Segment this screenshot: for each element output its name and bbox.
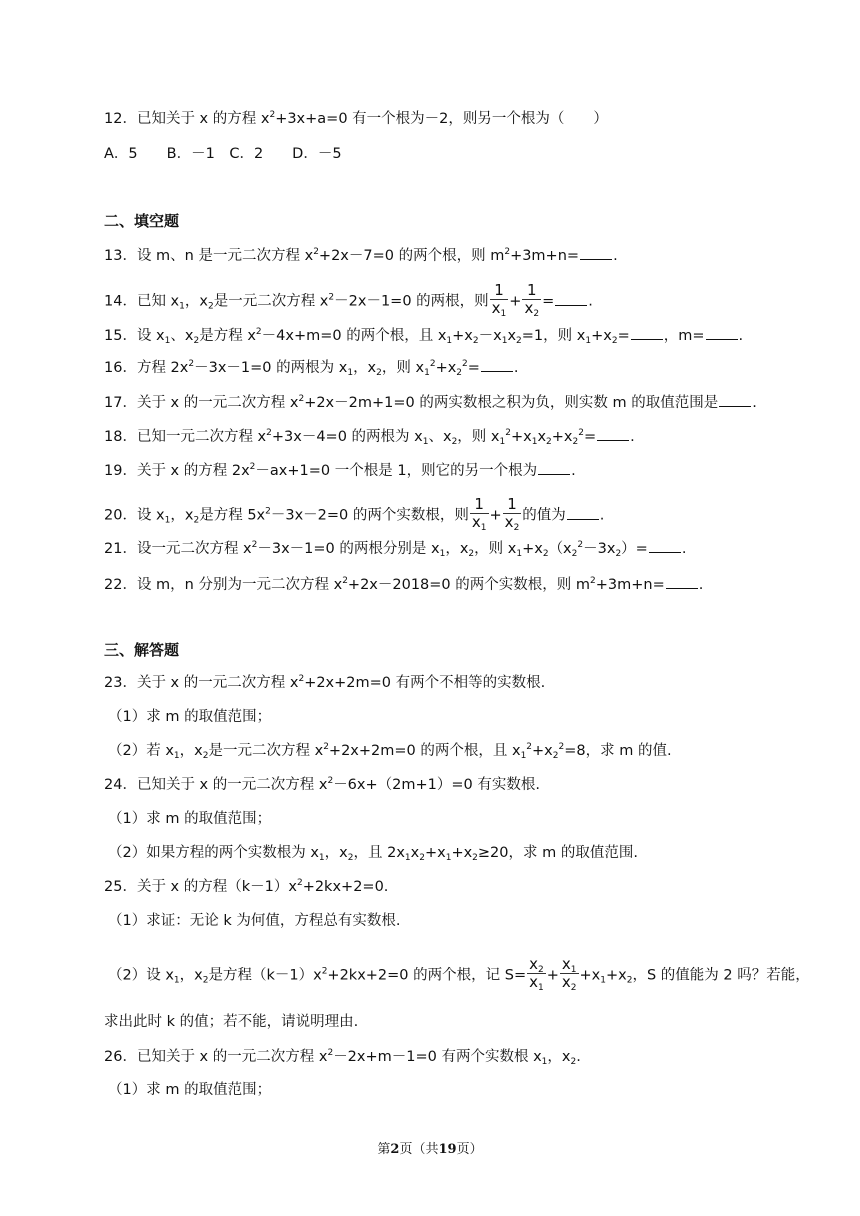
- fraction-1-over-x1: $\frac{1}{x_1}$: [491, 281, 507, 319]
- question-24-part-1: （1）求 m 的取值范围；: [108, 811, 272, 827]
- answer-blank: [631, 325, 663, 340]
- question-23-part-2: （2）若 $x_1$，$x_2$是一元二次方程 $x^2+2x+2m=0$ 的两个根，且 $x_1^2+x_2^2=8$，求 m 的值.: [108, 742, 672, 761]
- question-15: 15．设 $x_1$、$x_2$是方程 $x^2-4x+m=0$ 的两个根，且 $x_1+x_2-x_1x_2=1$，则 $x_1+x_2=$ ，m= .: [104, 327, 744, 346]
- fraction-x1-over-x2: $\frac{x_1}{x_2}$: [561, 955, 577, 993]
- question-26-part-1: （1）求 m 的取值范围；: [108, 1082, 272, 1098]
- question-14: 14．已知 $x_1$，$x_2$是一元二次方程 $x^2-2x-1=0$ 的两根，则 $\frac{1}{x_1}$ + $\frac{1}{x_2}$ = .: [104, 281, 593, 319]
- answer-blank: [719, 392, 751, 407]
- answer-blank: [538, 460, 570, 475]
- page-footer: 第2页（共19页）: [377, 1142, 483, 1157]
- section-fill-in-title: 二、填空题: [104, 212, 180, 230]
- question-20: 20．设 $x_1$，$x_2$是方程 $5x^2-3x-2=0$ 的两个实数根，则 $\frac{1}{x_1}$ + $\frac{1}{x_2}$ 的值为 .: [104, 495, 605, 533]
- section-solutions-title: 三、解答题: [104, 641, 180, 659]
- answer-blank: [666, 574, 698, 589]
- question-24-stem: 24．已知关于 x 的一元二次方程 $x^2-6x+(2m+1)=0$ 有实数根.: [104, 776, 540, 793]
- question-25-stem: 25．关于 x 的方程$(k-1)x^2+2kx+2=0$.: [104, 878, 389, 895]
- question-16: 16．方程 $2x^2-3x-1=0$ 的两根为 $x_1$，$x_2$，则 $x_1^2+x_2^2=$ .: [104, 359, 519, 378]
- question-24-part-2: （2）如果方程的两个实数根为 $x_1$，$x_2$，且 $2x_1x_2+x_1+x_2\ge 20$，求 m 的取值范围.: [108, 845, 638, 863]
- question-17: 17．关于 x 的一元二次方程 $x^2+2x-2m+1=0$ 的两实数根之积为负，则实数 m 的取值范围是 .: [104, 394, 757, 411]
- question-25-part-1: （1）求证：无论 k 为何值，方程总有实数根.: [108, 913, 401, 929]
- question-25-part-2-continued: 求出此时 k 的值；若不能，请说明理由.: [104, 1014, 359, 1030]
- question-12-stem: 12．已知关于 x 的方程 $x^2+3x+a=0$ 有一个根为－2，则另一个根为（ ）: [104, 110, 608, 127]
- question-25-part-2: （2）设 $x_1$，$x_2$是方程$(k-1)x^2+2kx+2=0$ 的两个根，记 S= $\frac{x_2}{x_1}$ + $\frac{x_1}{x_2}$ $+x_1+x_2$，S 的值能为 2 吗？若能，: [108, 955, 810, 993]
- answer-blank: [706, 325, 738, 340]
- fraction-x2-over-x1: $\frac{x_2}{x_1}$: [529, 955, 544, 993]
- answer-blank: [649, 538, 681, 553]
- answer-blank: [580, 245, 612, 260]
- fraction-1-over-x2: $\frac{1}{x_2}$: [524, 281, 540, 319]
- question-12-options: A．5 B．－1 C．2 D．－5: [104, 146, 342, 162]
- question-21: 21．设一元二次方程 $x^2-3x-1=0$ 的两根分别是 $x_1$，$x_2$，则 $x_1+x_2(x_2^2-3x_2)=$ .: [104, 540, 687, 559]
- question-23-stem: 23．关于 x 的一元二次方程 $x^2+2x+2m=0$ 有两个不相等的实数根.: [104, 674, 546, 691]
- fraction-1-over-x1: $\frac{1}{x_1}$: [471, 495, 487, 533]
- question-26-stem: 26．已知关于 x 的一元二次方程 $x^2-2x+m-1=0$ 有两个实数根 $x_1$，$x_2$.: [104, 1048, 581, 1067]
- question-23-part-1: （1）求 m 的取值范围；: [108, 709, 272, 725]
- question-19: 19．关于 x 的方程 $2x^2-ax+1=0$ 一个根是 1，则它的另一个根为 .: [104, 462, 576, 479]
- answer-blank: [481, 357, 513, 372]
- answer-blank: [597, 426, 629, 441]
- answer-blank: [555, 291, 587, 306]
- answer-blank: [567, 505, 599, 520]
- fraction-1-over-x2: $\frac{1}{x_2}$: [504, 495, 520, 533]
- question-18: 18．已知一元二次方程 $x^2+3x-4=0$ 的两根为 $x_1$、$x_2$，则 $x_1^2+x_1x_2+x_2^2=$ .: [104, 428, 635, 447]
- question-22: 22．设 m，n 分别为一元二次方程 $x^2+2x-2018=0$ 的两个实数根，则 $m^2+3m+n=$ .: [104, 576, 704, 593]
- question-13: 13．设 m、n 是一元二次方程 $x^2+2x-7=0$ 的两个根，则 $m^2+3m+n=$ .: [104, 247, 618, 264]
